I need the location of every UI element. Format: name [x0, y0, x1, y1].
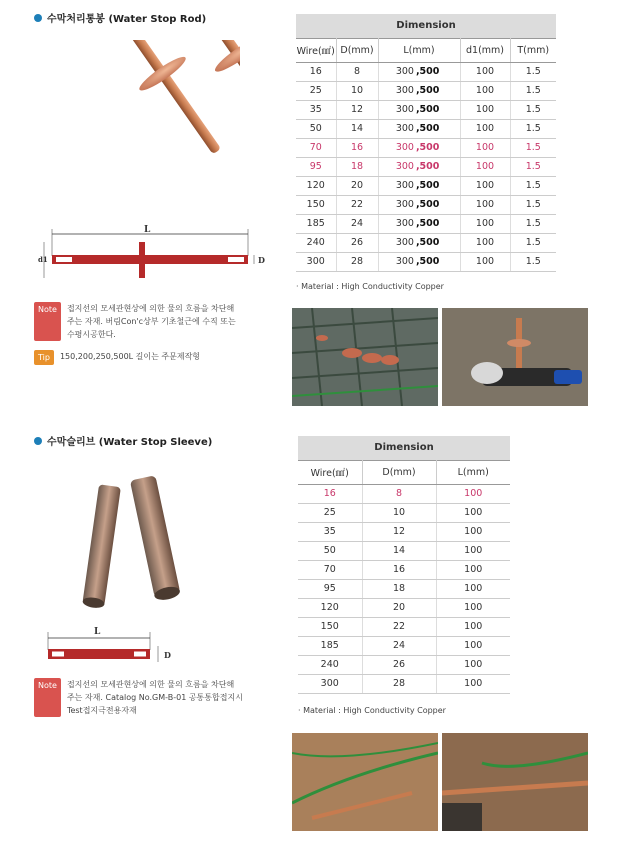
section-bullet-icon: [34, 437, 42, 445]
table-cell: 100: [436, 636, 510, 655]
table-row: [298, 484, 510, 503]
table-row: [298, 541, 510, 560]
table-cell: 100: [436, 522, 510, 541]
table-cell: 100: [436, 617, 510, 636]
table-row: [298, 617, 510, 636]
table-cell: 22: [336, 195, 378, 214]
table-cell: 16: [296, 62, 336, 81]
table-cell: ,500: [416, 233, 460, 252]
table-cell: 100: [460, 62, 510, 81]
sleeve-site-photo-1: [292, 733, 438, 831]
table-cell: 100: [436, 560, 510, 579]
table-cell: 8: [362, 484, 436, 503]
table-cell: ,500: [416, 195, 460, 214]
table-cell: 16: [298, 484, 362, 503]
table-cell: 50: [298, 541, 362, 560]
table-cell: 100: [460, 138, 510, 157]
sleeve-dimension-diagram: [44, 622, 194, 668]
table-cell: 14: [362, 541, 436, 560]
rod-tip-text: 150,200,250,500L 길이는 주문제작형: [59, 352, 201, 361]
sleeve-note-text: 접지선의 모세관현상에 의한 물의 흐름을 차단해 주는 자재. Catalog No.GM-B-01 공통통합접지시 Test접지극전용자재: [66, 680, 243, 715]
table-row: [298, 674, 510, 693]
table-cell: 120: [298, 598, 362, 617]
sleeve-diagram-L: L: [94, 627, 101, 637]
table-cell: 28: [362, 674, 436, 693]
table-cell: 300: [378, 195, 416, 214]
sleeve-material-text: · Material : High Conductivity Copper: [298, 706, 446, 715]
sleeve-section-title: [34, 433, 212, 448]
table-row: [298, 579, 510, 598]
table-cell: 24: [336, 214, 378, 233]
table-cell: 25: [298, 503, 362, 522]
table-cell: 300: [378, 214, 416, 233]
table-row: [296, 157, 556, 176]
table-row: [296, 195, 556, 214]
table-cell: 10: [336, 81, 378, 100]
table-cell: 100: [460, 195, 510, 214]
table-cell: 100: [436, 579, 510, 598]
table-cell: 1.5: [510, 81, 556, 100]
rod-note-text: 접지선의 모세관현상에 의한 물의 흐름을 차단해 주는 자재. 버림Con'c상부 기초철근에 수직 또는 수평시공한다.: [66, 304, 236, 339]
section-bullet-icon: [34, 14, 42, 22]
table-cell: ,500: [416, 138, 460, 157]
table-cell: 70: [296, 138, 336, 157]
table-cell: 300: [378, 62, 416, 81]
table-cell: 1.5: [510, 62, 556, 81]
table-cell: 100: [460, 252, 510, 271]
table-cell: 100: [436, 541, 510, 560]
table-cell: 100: [460, 119, 510, 138]
rod-note: [34, 302, 236, 341]
table-cell: ,500: [416, 100, 460, 119]
sleeve-product-image: [68, 476, 198, 616]
table-cell: 1.5: [510, 233, 556, 252]
table-cell: 18: [336, 157, 378, 176]
table-cell: 1.5: [510, 214, 556, 233]
note-badge: Note: [34, 678, 61, 717]
table-cell: 28: [336, 252, 378, 271]
table-cell: 35: [298, 522, 362, 541]
table-row: [298, 503, 510, 522]
table-cell: 300: [378, 119, 416, 138]
table-cell: ,500: [416, 119, 460, 138]
table-cell: 95: [296, 157, 336, 176]
table-cell: 240: [296, 233, 336, 252]
table-cell: 26: [336, 233, 378, 252]
table-cell: 1.5: [510, 100, 556, 119]
rod-site-photo-rebar: [292, 308, 438, 406]
table-row: [296, 119, 556, 138]
table-cell: 18: [362, 579, 436, 598]
rod-tip: [34, 350, 200, 365]
table-cell: 95: [298, 579, 362, 598]
rod-material-text: · Material : High Conductivity Copper: [296, 282, 444, 291]
table-cell: ,500: [416, 81, 460, 100]
table-cell: ,500: [416, 214, 460, 233]
table-cell: 100: [460, 233, 510, 252]
table-row: [296, 233, 556, 252]
table-cell: 300: [378, 233, 416, 252]
rod-dimension-table: [296, 14, 556, 272]
table-cell: 8: [336, 62, 378, 81]
table-cell: 300: [378, 176, 416, 195]
table-cell: 1.5: [510, 252, 556, 271]
col-d1: d1(mm): [460, 38, 510, 62]
table-cell: 100: [460, 176, 510, 195]
table-cell: 100: [436, 655, 510, 674]
table-cell: 185: [296, 214, 336, 233]
table-cell: 100: [460, 100, 510, 119]
tip-badge: Tip: [34, 350, 54, 365]
table-cell: 12: [362, 522, 436, 541]
table-cell: 300: [378, 81, 416, 100]
table-cell: 1.5: [510, 119, 556, 138]
table-cell: 300: [378, 100, 416, 119]
table-cell: 150: [298, 617, 362, 636]
rod-table-head: Dimension: [296, 14, 556, 38]
table-cell: ,500: [416, 157, 460, 176]
table-cell: 300: [378, 157, 416, 176]
rod-dimension-diagram: [38, 224, 268, 284]
table-cell: 22: [362, 617, 436, 636]
rod-diagram-d1: d1: [38, 255, 48, 264]
table-cell: 100: [436, 674, 510, 693]
col-d: D(mm): [362, 460, 436, 484]
table-cell: ,500: [416, 62, 460, 81]
table-cell: 100: [436, 484, 510, 503]
table-cell: 100: [436, 503, 510, 522]
rod-product-image: [40, 40, 240, 220]
sleeve-dimension-table: [298, 436, 510, 694]
table-cell: 300: [378, 138, 416, 157]
col-l: L(mm): [378, 38, 460, 62]
table-cell: 150: [296, 195, 336, 214]
col-wire: Wire(㎟): [296, 38, 336, 62]
rod-title-text: 수막처리통봉 (Water Stop Rod): [47, 14, 207, 25]
table-row: [296, 138, 556, 157]
sleeve-note: [34, 678, 243, 717]
table-cell: 20: [336, 176, 378, 195]
table-cell: 240: [298, 655, 362, 674]
sleeve-title-text: 수막슬리브 (Water Stop Sleeve): [47, 437, 213, 448]
table-cell: ,500: [416, 176, 460, 195]
sleeve-table-head: Dimension: [298, 436, 510, 460]
rod-site-photo-crimping: [442, 308, 588, 406]
rod-section-title: [34, 10, 206, 25]
col-d: D(mm): [336, 38, 378, 62]
sleeve-diagram-D: D: [164, 650, 171, 660]
table-cell: 25: [296, 81, 336, 100]
col-l: L(mm): [436, 460, 510, 484]
table-cell: 100: [460, 214, 510, 233]
col-wire: Wire(㎟): [298, 460, 362, 484]
table-row: [298, 655, 510, 674]
table-cell: 70: [298, 560, 362, 579]
table-cell: 120: [296, 176, 336, 195]
table-row: [296, 100, 556, 119]
table-cell: 16: [362, 560, 436, 579]
table-row: [296, 252, 556, 271]
table-row: [298, 522, 510, 541]
sleeve-site-photo-2: [442, 733, 588, 831]
table-cell: 185: [298, 636, 362, 655]
table-cell: 300: [298, 674, 362, 693]
table-cell: 1.5: [510, 157, 556, 176]
table-row: [296, 62, 556, 81]
col-t: T(mm): [510, 38, 556, 62]
table-cell: 16: [336, 138, 378, 157]
table-row: [296, 176, 556, 195]
table-cell: ,500: [416, 252, 460, 271]
rod-diagram-L: L: [144, 225, 151, 235]
table-cell: 1.5: [510, 176, 556, 195]
table-cell: 100: [436, 598, 510, 617]
note-badge: Note: [34, 302, 61, 341]
table-cell: 26: [362, 655, 436, 674]
table-cell: 24: [362, 636, 436, 655]
table-row: [298, 598, 510, 617]
table-cell: 35: [296, 100, 336, 119]
table-cell: 20: [362, 598, 436, 617]
table-cell: 10: [362, 503, 436, 522]
table-cell: 12: [336, 100, 378, 119]
table-row: [296, 214, 556, 233]
table-row: [296, 81, 556, 100]
table-cell: 100: [460, 81, 510, 100]
table-cell: 100: [460, 157, 510, 176]
table-row: [298, 560, 510, 579]
table-cell: 50: [296, 119, 336, 138]
table-row: [298, 636, 510, 655]
table-cell: 14: [336, 119, 378, 138]
table-cell: 1.5: [510, 195, 556, 214]
table-cell: 1.5: [510, 138, 556, 157]
table-cell: 300: [378, 252, 416, 271]
rod-diagram-D: D: [258, 255, 265, 265]
table-cell: 300: [296, 252, 336, 271]
